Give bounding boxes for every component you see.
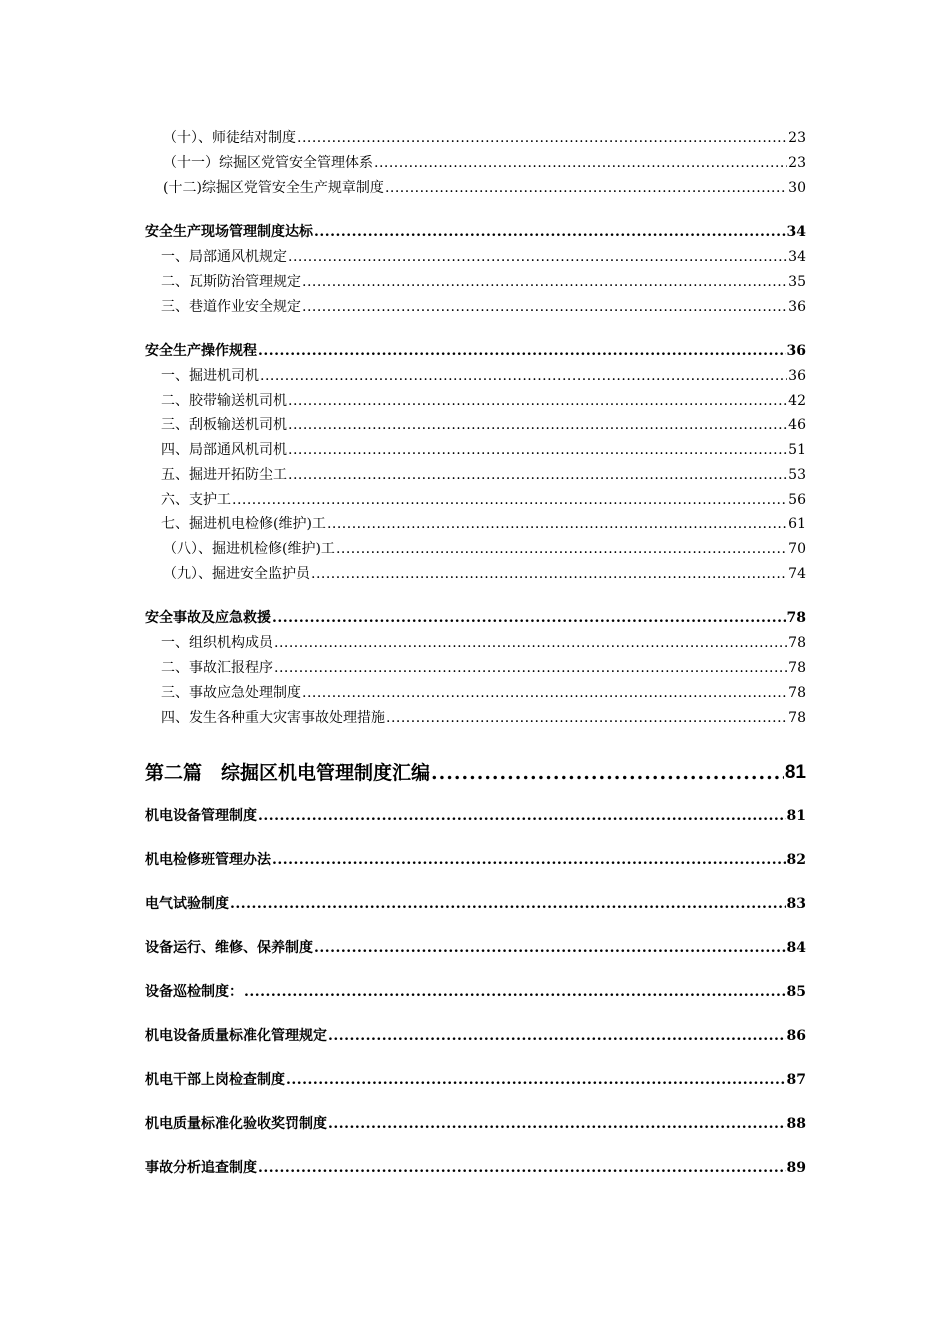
dot-leader [288,465,787,485]
toc-section-title: 机电干部上岗检查制度 [145,1072,285,1088]
toc-entry-label: 三、刮板输送机司机 [161,417,287,433]
toc-entry[interactable] [145,438,806,460]
toc-section[interactable] [145,804,806,826]
toc-entry[interactable] [145,364,806,386]
dot-leader [311,564,787,584]
toc-part-heading[interactable] [145,758,806,786]
toc-entry-label: 三、事故应急处理制度 [161,685,301,701]
toc-entry[interactable] [145,537,806,559]
toc-entry[interactable] [145,631,806,653]
toc-entry[interactable] [145,295,806,317]
dot-leader [260,366,787,386]
toc-entry[interactable] [145,151,806,173]
toc-entry[interactable] [145,413,806,435]
toc-section-title: 安全事故及应急救援 [145,610,271,626]
toc-entry-page: 30 [788,180,806,196]
toc-section-title: 安全生产操作规程 [145,343,257,359]
toc-entry-label: （十一）综掘区党管安全管理体系 [163,155,373,171]
dot-leader [328,1026,786,1046]
dot-leader [297,128,787,148]
toc-entry-label: 二、胶带输送机司机 [161,393,287,409]
toc-entry-page: 46 [788,417,806,433]
toc-entry-label: 四、局部通风机司机 [161,442,287,458]
dot-leader [258,1158,786,1178]
dot-leader [258,806,786,826]
toc-section-page: 85 [786,984,806,1000]
toc-entry-label: 一、局部通风机规定 [161,249,287,265]
toc-section-page: 88 [786,1116,806,1132]
toc-entry-page: 34 [788,249,806,265]
toc-entry-page: 78 [788,660,806,676]
toc-entry-page: 36 [788,368,806,384]
toc-entry-label: 一、掘进机司机 [161,368,259,384]
toc-section-page: 34 [786,224,806,240]
toc-section[interactable] [145,892,806,914]
dot-leader [328,1114,786,1134]
toc-section-page: 78 [786,610,806,626]
dot-leader [386,708,787,728]
toc-entry-page: 23 [788,130,806,146]
toc-section-title: 电气试验制度 [145,896,229,912]
dot-leader [314,222,786,242]
dot-leader [302,272,787,292]
dot-leader [286,1070,786,1090]
toc-section-title: 机电检修班管理办法 [145,852,271,868]
toc-section-page: 82 [786,852,806,868]
toc-section-title: 设备运行、维修、保养制度 [145,940,313,956]
toc-entry-label: 三、巷道作业安全规定 [161,299,301,315]
toc-entry[interactable] [145,270,806,292]
toc-section-title: 机电质量标准化验收奖罚制度 [145,1116,327,1132]
toc-section-page: 36 [786,343,806,359]
toc-entry-label: （八）、掘进机检修(维护)工 [163,541,335,557]
toc-section-title: 机电设备管理制度 [145,808,257,824]
toc-entry-label: （十）、师徒结对制度 [163,130,296,146]
toc-section-title: 设备巡检制度： [145,984,243,1000]
dot-leader [302,683,787,703]
dot-leader [272,608,786,628]
toc-entry[interactable] [145,681,806,703]
toc-entry[interactable] [145,512,806,534]
toc-part-page: 81 [784,762,806,783]
toc-section-title: 事故分析追查制度 [145,1160,257,1176]
toc-section-page: 84 [786,940,806,956]
toc-entry[interactable] [145,389,806,411]
toc-entry-label: 五、掘进开拓防尘工 [161,467,287,483]
toc-section-page: 89 [786,1160,806,1176]
toc-entry-label: 七、掘进机电检修(维护)工 [161,516,326,532]
toc-section[interactable] [145,848,806,870]
toc-entry-page: 78 [788,710,806,726]
toc-section[interactable] [145,339,806,361]
dot-leader [327,514,787,534]
toc-section[interactable] [145,1024,806,1046]
toc-entry-label: 二、瓦斯防治管理规定 [161,274,301,290]
toc-entry[interactable] [145,706,806,728]
toc-entry-label: 一、组织机构成员 [161,635,273,651]
dot-leader [232,490,787,510]
toc-entry-page: 70 [788,541,806,557]
toc-entry-page: 51 [788,442,806,458]
dot-leader [336,539,787,559]
toc-entry-page: 56 [788,492,806,508]
toc-entry-page: 78 [788,685,806,701]
toc-entry-page: 36 [788,299,806,315]
toc-section[interactable] [145,1112,806,1134]
toc-entry[interactable] [145,245,806,267]
toc-entry-label: (十二)综掘区党管安全生产规章制度 [163,180,384,196]
dot-leader [431,760,784,786]
toc-section-page: 86 [786,1028,806,1044]
toc-entry[interactable] [145,562,806,584]
toc-entry-label: （九）、掘进安全监护员 [163,566,310,582]
toc-entry-page: 78 [788,635,806,651]
toc-section-page: 87 [786,1072,806,1088]
dot-leader [288,247,787,267]
dot-leader [244,982,786,1002]
toc-entry[interactable] [145,176,806,198]
toc-entry-page: 35 [788,274,806,290]
dot-leader [288,391,787,411]
dot-leader [288,440,787,460]
toc-entry-page: 42 [788,393,806,409]
toc-entry[interactable] [145,656,806,678]
toc-entry-page: 53 [788,467,806,483]
toc-entry[interactable] [145,126,806,148]
dot-leader [258,341,786,361]
toc-section[interactable] [145,220,806,242]
dot-leader [314,938,786,958]
dot-leader [230,894,786,914]
toc-section-page: 81 [786,808,806,824]
dot-leader [274,633,787,653]
toc-section-title: 安全生产现场管理制度达标 [145,224,313,240]
dot-leader [385,178,787,198]
toc-section[interactable] [145,1068,806,1090]
toc-section[interactable] [145,980,806,1002]
toc-section-page: 83 [786,896,806,912]
dot-leader [302,297,787,317]
dot-leader [274,658,787,678]
toc-entry[interactable] [145,488,806,510]
toc-section-title: 机电设备质量标准化管理规定 [145,1028,327,1044]
toc-entry-label: 六、支护工 [161,492,231,508]
toc-section[interactable] [145,1156,806,1178]
toc-entry-label: 四、发生各种重大灾害事故处理措施 [161,710,385,726]
toc-entry-page: 74 [788,566,806,582]
toc-entry-page: 23 [788,155,806,171]
dot-leader [272,850,786,870]
dot-leader [288,415,787,435]
toc-entry-page: 61 [788,516,806,532]
dot-leader [374,153,787,173]
toc-part-title: 第二篇 综掘区机电管理制度汇编 [145,762,431,784]
toc-section[interactable] [145,606,806,628]
toc-entry[interactable] [145,463,806,485]
toc-section[interactable] [145,936,806,958]
toc-entry-label: 二、事故汇报程序 [161,660,273,676]
